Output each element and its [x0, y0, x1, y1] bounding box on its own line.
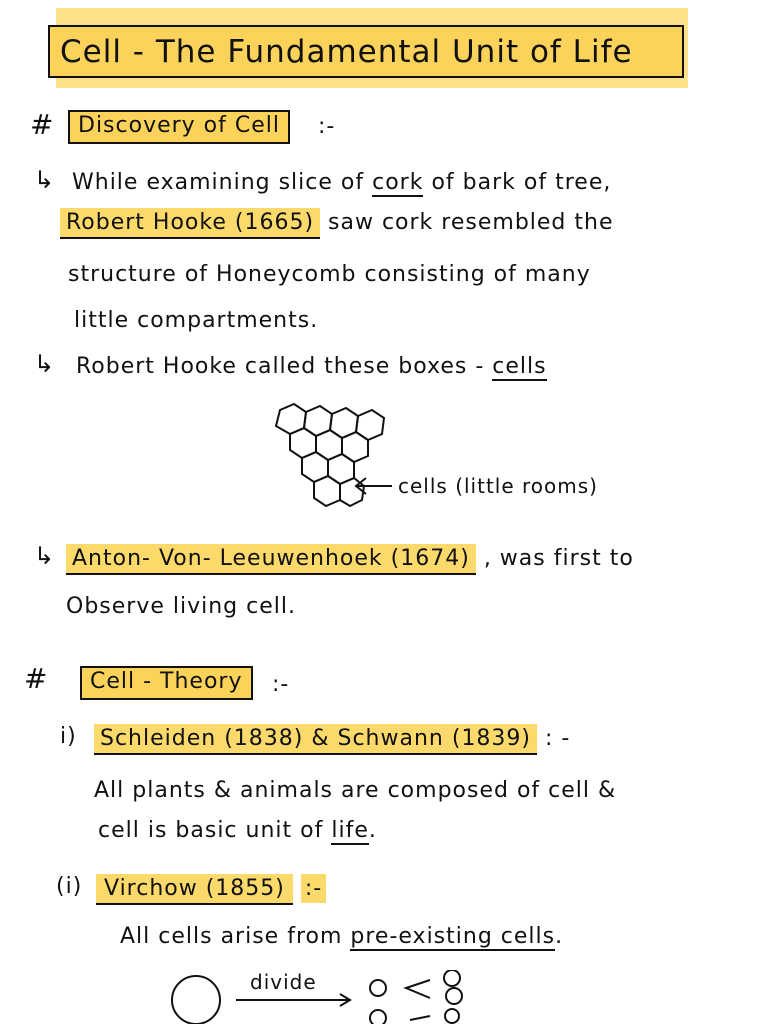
highlight-schleiden-schwann: Schleiden (1838) & Schwann (1839) — [94, 724, 537, 755]
divide-label: divide — [250, 970, 317, 994]
bullet1-line3: structure of Honeycomb consisting of many — [68, 262, 591, 287]
section-heading-cell-theory: Cell - Theory — [80, 666, 253, 700]
page-title — [48, 25, 684, 78]
page-title-text: Cell - The Fundamental Unit of Life — [60, 33, 633, 70]
item1-line2-post: . — [368, 818, 377, 843]
section-heading-suffix: :- — [318, 114, 336, 139]
section-hash: # — [30, 108, 54, 141]
bullet-arrow-icon: ↳ — [34, 166, 55, 194]
item1-line2 — [98, 818, 377, 843]
item1-heading — [94, 726, 570, 751]
bullet1-line4: little compartments. — [74, 308, 319, 333]
arrow-left-icon — [352, 476, 396, 496]
bullet3-line1 — [66, 546, 634, 571]
daughter-cell-circle — [370, 1010, 386, 1024]
section-heading-suffix: :- — [272, 672, 290, 697]
underlined-word-cells: cells — [492, 354, 547, 379]
item2-line1 — [120, 924, 563, 949]
highlight-leeuwenhoek: Anton- Von- Leeuwenhoek (1674) — [66, 544, 476, 575]
section-heading-discovery: Discovery of Cell — [68, 110, 290, 144]
parent-cell-circle — [172, 976, 220, 1024]
list-marker: i) — [60, 724, 77, 749]
honeycomb-drawing — [260, 400, 420, 515]
section-hash: # — [24, 662, 48, 695]
bullet2-pre: Robert Hooke called these boxes - — [76, 354, 485, 379]
item1-line1: All plants & animals are composed of cell & — [94, 778, 617, 803]
underlined-word-cork: cork — [372, 170, 424, 195]
cell-division-drawing — [160, 970, 480, 1024]
item2-heading — [96, 876, 326, 901]
item2-line1-pre: All cells arise from — [120, 924, 343, 949]
underlined-pre-existing-cells: pre-existing cells — [350, 924, 556, 949]
honeycomb-cell — [314, 476, 340, 506]
item1-suffix: : - — [545, 726, 571, 751]
daughter-cell-circle — [370, 980, 386, 996]
underlined-word-life: life — [331, 818, 369, 843]
list-marker: (i) — [56, 874, 83, 899]
item2-line1-post: . — [555, 924, 564, 949]
figure-label-cells: cells (little rooms) — [398, 474, 598, 498]
daughter-cell-circle — [446, 988, 462, 1004]
bullet3-post: , was first to — [483, 546, 634, 571]
bullet3-line2: Observe living cell. — [66, 594, 296, 619]
bullet-arrow-icon: ↳ — [34, 542, 55, 570]
item1-line2-pre: cell is basic unit of — [98, 818, 324, 843]
bullet1-line1-post: of bark of tree, — [431, 170, 612, 195]
daughter-cell-circle — [445, 1009, 459, 1023]
item2-suffix: :- — [301, 874, 326, 903]
bullet-arrow-icon: ↳ — [34, 350, 55, 378]
bullet1-line1 — [72, 170, 611, 195]
daughter-cell-circle — [444, 970, 460, 986]
bullet1-line1-pre: While examining slice of — [72, 170, 365, 195]
highlight-virchow: Virchow (1855) — [96, 874, 293, 905]
bullet1-line2-post: saw cork resembled the — [328, 210, 614, 235]
highlight-robert-hooke: Robert Hooke (1665) — [60, 208, 320, 239]
bullet2-line — [76, 354, 547, 379]
bullet1-line2 — [60, 210, 614, 235]
